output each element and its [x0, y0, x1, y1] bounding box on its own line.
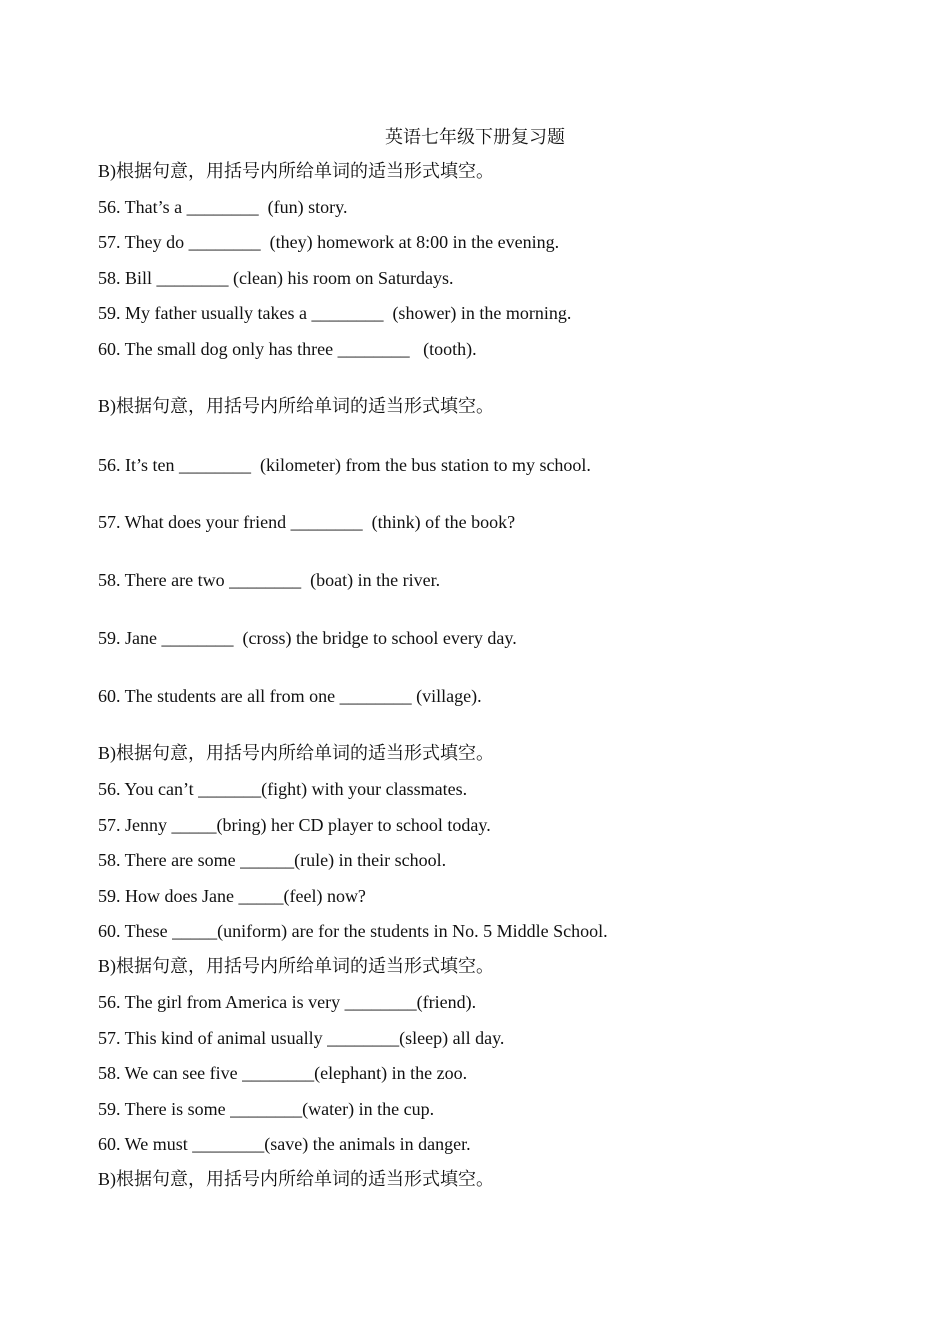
- section-2-item-56: 56. It’s ten ________ (kilometer) from the bus station to my school.: [98, 455, 591, 475]
- section-1-heading: B)根据句意，用括号内所给单词的适当形式填空。: [98, 161, 494, 181]
- section-4-item-56: 56. The girl from America is very ________(friend).: [98, 992, 477, 1012]
- section-5-heading: B)根据句意，用括号内所给单词的适当形式填空。: [98, 1169, 494, 1189]
- section-1-item-58: 58. Bill ________ (clean) his room on Saturdays.: [98, 268, 454, 288]
- section-1-item-56: 56. That’s a ________ (fun) story.: [98, 197, 348, 217]
- section-2-heading: B)根据句意，用括号内所给单词的适当形式填空。: [98, 396, 494, 416]
- section-3-item-57: 57. Jenny _____(bring) her CD player to school today.: [98, 815, 491, 835]
- section-4-heading: B)根据句意，用括号内所给单词的适当形式填空。: [98, 956, 494, 976]
- section-3-item-56: 56. You can’t _______(fight) with your classmates.: [98, 779, 468, 799]
- section-3-item-59: 59. How does Jane _____(feel) now?: [98, 886, 366, 906]
- section-4-item-59: 59. There is some ________(water) in the cup.: [98, 1099, 435, 1119]
- section-3-item-60: 60. These _____(uniform) are for the students in No. 5 Middle School.: [98, 921, 608, 941]
- section-4-item-58: 58. We can see five ________(elephant) in the zoo.: [98, 1063, 468, 1083]
- section-4-item-57: 57. This kind of animal usually ________(sleep) all day.: [98, 1028, 505, 1048]
- section-4-item-60: 60. We must ________(save) the animals in danger.: [98, 1134, 471, 1154]
- section-1-item-59: 59. My father usually takes a ________ (shower) in the morning.: [98, 303, 572, 323]
- section-3-item-58: 58. There are some ______(rule) in their school.: [98, 850, 447, 870]
- section-2-item-60: 60. The students are all from one ________ (village).: [98, 686, 482, 706]
- section-2-item-58: 58. There are two ________ (boat) in the river.: [98, 570, 441, 590]
- section-1-item-60: 60. The small dog only has three ________ (tooth).: [98, 339, 477, 359]
- page-title: 英语七年级下册复习题: [385, 127, 565, 147]
- section-2-item-57: 57. What does your friend ________ (think) of the book?: [98, 512, 516, 532]
- section-2-item-59: 59. Jane ________ (cross) the bridge to school every day.: [98, 628, 517, 648]
- section-1-item-57: 57. They do ________ (they) homework at 8:00 in the evening.: [98, 232, 560, 252]
- section-3-heading: B)根据句意，用括号内所给单词的适当形式填空。: [98, 743, 494, 763]
